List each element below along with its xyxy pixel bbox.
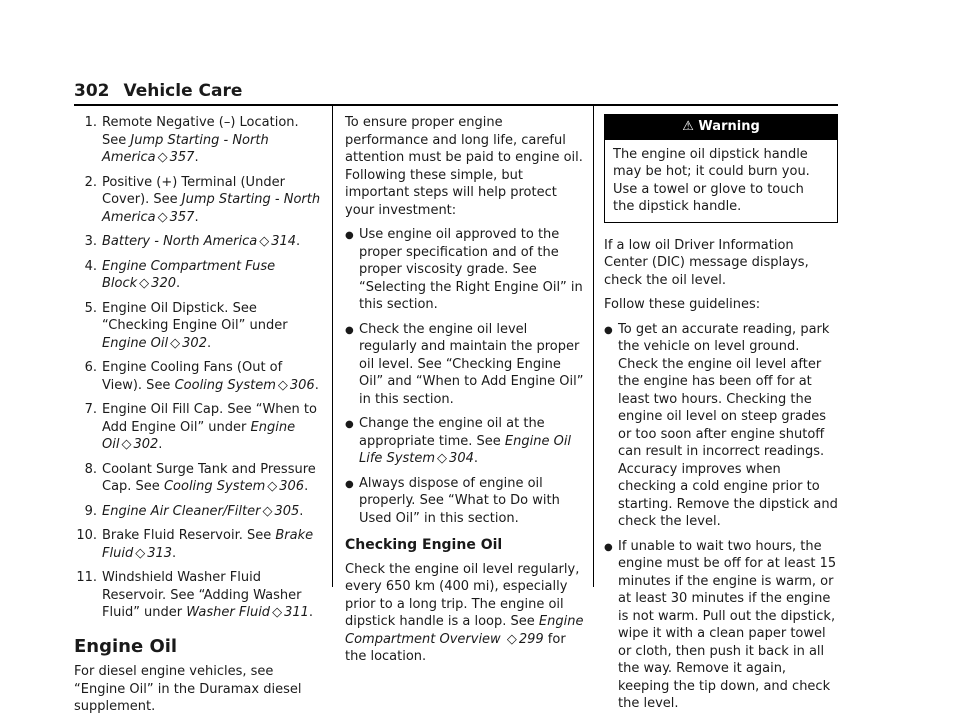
item-text: Remote Negative (–) Location. See Jump Starting - North America ◇ 357. (102, 115, 299, 165)
column-middle (345, 114, 585, 673)
list-item (604, 538, 838, 713)
item-text: Engine Oil Dipstick. See “Checking Engine Oil” under Engine Oil ◇ 302. (102, 300, 288, 351)
list-item (74, 527, 324, 562)
page-ref-icon: ◇ (157, 150, 168, 165)
page-ref-icon: ◇ (135, 545, 146, 561)
item-text: Windshield Washer Fluid Reservoir. See “Adding Washer Fluid” under Washer Fluid ◇ 311. (102, 570, 314, 620)
item-number: 8. (84, 461, 97, 477)
bullet-icon: ● (604, 541, 613, 553)
bullet-icon: ● (345, 324, 354, 336)
page-ref-number[interactable]: 313 (147, 545, 173, 561)
warning-text: The engine oil dipstick handle may be hot; it could burn you. Use a towel or glove to touch the dipstick handle. (613, 146, 810, 214)
item-text: Change the engine oil at the appropriate time. See Engine Oil Life System ◇ 304. (359, 416, 572, 466)
bullet-icon: ● (345, 419, 354, 430)
page-ref-number[interactable]: 320 (151, 276, 176, 291)
item-text: Check the engine oil level regularly and maintain the proper oil level. See “Checking Engine Oil” and “When to Add Engine Oil” in this section. (359, 321, 584, 407)
item-text: To get an accurate reading, park the vehicle on level ground. Check the engine oil level after the engine has been off for at least two hours. Checking the engine oil level on steep grades or too soon after engine shutoff can result in incorrect readings. Accuracy improves when checking a cold engine prior to starting. Remove the dipstick and check the level. (618, 321, 838, 529)
page-ref-icon: ◇ (277, 377, 288, 393)
bullet-list (604, 321, 838, 713)
list-item (74, 461, 324, 496)
list-item (74, 233, 324, 251)
list-item (74, 174, 324, 227)
page-ref-icon: ◇ (139, 276, 150, 291)
list-item (345, 226, 585, 314)
item-number: 7. (84, 402, 97, 417)
section-heading: Engine Oil (74, 635, 178, 657)
page-ref-icon: ◇ (262, 503, 273, 519)
column-divider (332, 104, 333, 587)
cross-reference-link[interactable]: Jump Starting - North America (102, 132, 269, 165)
page-ref-icon: ◇ (259, 234, 270, 249)
bullet-list (345, 226, 585, 527)
bullet-icon: ● (604, 324, 613, 336)
item-number: 3. (84, 234, 97, 249)
list-item (74, 401, 324, 454)
item-text: Coolant Surge Tank and Pressure Cap. See Cooling System ◇ 306. (102, 461, 316, 494)
list-item (74, 359, 324, 394)
cross-reference-link[interactable]: Engine Air Cleaner/Filter (102, 503, 261, 519)
item-text: Always dispose of engine oil properly. See “What to Do with Used Oil” in this section. (359, 475, 560, 526)
list-item (74, 503, 324, 521)
item-number: 6. (84, 360, 97, 375)
cross-reference-link[interactable]: Battery - North America (102, 234, 258, 249)
item-text: Engine Oil Fill Cap. See “When to Add Engine Oil” under Engine Oil ◇ 302. (102, 402, 317, 452)
page-ref-icon: ◇ (506, 631, 517, 647)
cross-reference-link[interactable]: Cooling System (174, 377, 276, 393)
paragraph: For diesel engine vehicles, see “Engine Oil” in the Duramax diesel supplement. (74, 664, 302, 714)
paragraph: Follow these guidelines: (604, 297, 761, 312)
page-ref-number[interactable]: 311 (284, 605, 309, 620)
page-ref-icon: ◇ (267, 479, 278, 494)
list-item (74, 300, 324, 353)
page-ref-icon: ◇ (157, 209, 168, 225)
page-ref-number[interactable]: 357 (169, 209, 195, 225)
page-ref-number[interactable]: 304 (449, 451, 474, 466)
column-left (74, 114, 324, 723)
page-number: 302 (74, 81, 110, 101)
column-right (604, 114, 838, 720)
column-divider (593, 104, 594, 587)
item-number: 1. (84, 115, 97, 130)
list-item (345, 415, 585, 468)
page-ref-icon: ◇ (121, 437, 132, 452)
cross-reference-link[interactable]: Jump Starting - North America (102, 192, 321, 225)
item-text: Engine Compartment Fuse Block ◇ 320. (102, 258, 276, 291)
cross-reference-link[interactable]: Engine Compartment Overview (345, 614, 584, 647)
page-ref-number[interactable]: 302 (133, 437, 159, 452)
page-ref-icon: ◇ (437, 451, 448, 466)
item-text: Engine Air Cleaner/Filter ◇ 305. (102, 503, 304, 519)
page-ref-number[interactable]: 305 (274, 503, 300, 519)
item-text: Use engine oil approved to the proper specification and of the proper viscosity grade. See “Selecting the Right Engine Oil” in this section. (359, 227, 583, 312)
item-number: 11. (76, 570, 97, 585)
warning-icon: ⚠ (682, 119, 694, 134)
list-item (604, 321, 838, 531)
page-ref-number[interactable]: 306 (289, 377, 315, 393)
page-ref-icon: ◇ (170, 335, 181, 351)
paragraph: If a low oil Driver Information Center (DIC) message displays, check the oil level. (604, 237, 809, 288)
item-text: Engine Cooling Fans (Out of View). See Cooling System ◇ 306. (102, 360, 319, 393)
item-number: 10. (76, 528, 97, 543)
cross-reference-link[interactable]: Engine Oil Life System (359, 433, 572, 466)
cross-reference-link[interactable]: Washer Fluid (186, 605, 271, 620)
item-number: 2. (84, 174, 97, 190)
item-text: Positive (+) Terminal (Under Cover). See Jump Starting - North America ◇ 357. (102, 174, 321, 225)
warning-box (604, 114, 838, 223)
subsection-heading: Checking Engine Oil (345, 537, 503, 553)
section-title: Vehicle Care (123, 81, 243, 101)
cross-reference-link[interactable]: Engine Compartment Fuse Block (102, 258, 276, 291)
bullet-icon: ● (345, 478, 354, 490)
list-item (74, 114, 324, 167)
item-text: Brake Fluid Reservoir. See Brake Fluid ◇ 313. (102, 528, 314, 561)
cross-reference-link[interactable]: Cooling System (163, 479, 266, 494)
list-item (345, 321, 585, 409)
warning-title: Warning (698, 119, 760, 134)
page-ref-icon: ◇ (272, 605, 283, 620)
page-ref-number[interactable]: 299 (518, 631, 544, 647)
item-number: 5. (84, 300, 97, 316)
page-ref-number[interactable]: 302 (182, 335, 207, 351)
cross-reference-link[interactable]: Brake Fluid (102, 528, 314, 561)
paragraph: To ensure proper engine performance and long life, careful attention must be paid to engine oil. Following these simple, but important steps will help protect your investment: (345, 115, 583, 218)
cross-reference-link[interactable]: Engine Oil (102, 419, 296, 452)
warning-header (605, 115, 837, 140)
item-text: Battery - North America ◇ 314. (102, 234, 301, 249)
component-list (74, 114, 324, 622)
paragraph: Check the engine oil level regularly, every 650 km (400 mi), especially prior to a long trip. The engine oil dipstick handle is a loop. See Engine Compartment Overview ◇ 299 for the location. (345, 561, 584, 664)
page-ref-number[interactable]: 357 (169, 150, 195, 165)
cross-reference-link[interactable]: Engine Oil (102, 335, 169, 351)
item-number: 9. (84, 503, 97, 519)
item-number: 4. (84, 258, 97, 274)
list-item (74, 258, 324, 293)
page-header (74, 80, 838, 106)
list-item (345, 475, 585, 528)
list-item (74, 569, 324, 622)
page-ref-number[interactable]: 314 (271, 234, 297, 249)
item-text: If unable to wait two hours, the engine must be off for at least 15 minutes if the engine is warm, or at least 30 minutes if the engine is not warm. Pull out the dipstick, wipe it with a clean paper towel or cloth, then push it back in all the way. Remove it again, keeping the tip down, and check the level. (618, 538, 837, 711)
bullet-icon: ● (345, 230, 354, 241)
page-ref-number[interactable]: 306 (279, 479, 305, 494)
